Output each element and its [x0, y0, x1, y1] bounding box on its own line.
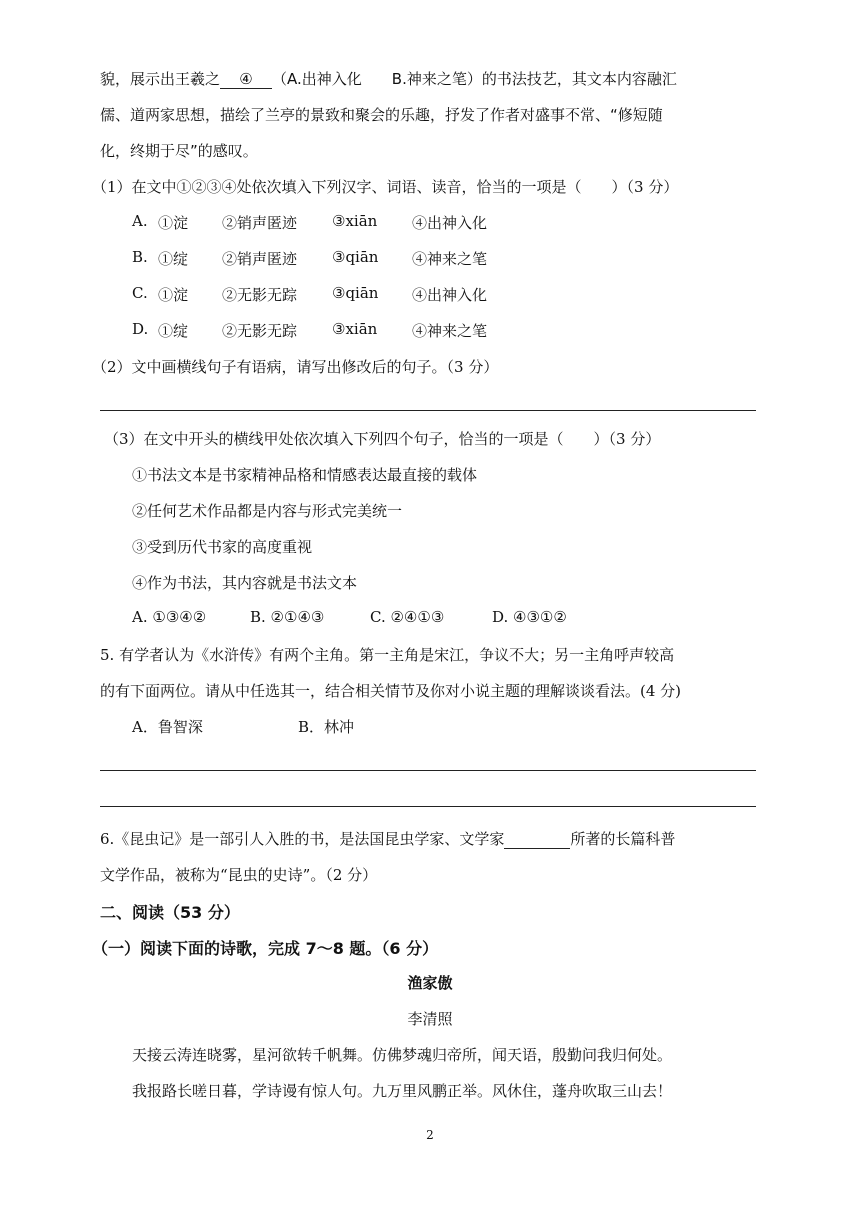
answer-line[interactable]	[100, 770, 756, 771]
option-cell: ①淀	[158, 214, 189, 232]
q3-sentence-3: ③受到历代书家的高度重视	[132, 538, 313, 556]
q3-sentence-1: ①书法文本是书家精神品格和情感表达最直接的载体	[132, 466, 478, 484]
option-cell: ③xiān	[332, 212, 378, 230]
page-number: 2	[426, 1128, 434, 1142]
option-cell: ②销声匿迹	[222, 250, 298, 268]
answer-line[interactable]	[100, 410, 756, 411]
q6-blank[interactable]	[504, 830, 570, 849]
intro-line-2: 儒、道两家思想，描绘了兰亭的景致和聚会的乐趣，抒发了作者对盛事不常、“修短随	[100, 106, 663, 124]
option-letter: C.	[132, 284, 148, 302]
choice-b: B. ②①④③	[250, 608, 325, 626]
q1-stem: （1）在文中①②③④处依次填入下列汉字、词语、读音，恰当的一项是（ ）（3 分）	[92, 178, 679, 196]
option-cell: ①绽	[158, 322, 189, 340]
section-subtitle: （一）阅读下面的诗歌，完成 7～8 题。（6 分）	[92, 939, 439, 958]
q5-line-1: 5. 有学者认为《水浒传》有两个主角。第一主角是宋江，争议不大；另一主角呼声较高	[100, 646, 675, 664]
option-cell: ④出神入化	[412, 286, 488, 304]
option-cell: ③xiān	[332, 320, 378, 338]
q3-sentence-4: ④作为书法，其内容就是书法文本	[132, 574, 358, 592]
choice-c: C. ②④①③	[370, 608, 445, 626]
blank-4: ④	[220, 70, 272, 89]
option-cell: ②销声匿迹	[222, 214, 298, 232]
intro-line-1	[100, 68, 677, 89]
q6-text: 所著的长篇科普	[570, 830, 676, 848]
option-letter: A.	[132, 212, 148, 230]
option-cell: ③qiān	[332, 284, 379, 302]
poem-line-1: 天接云涛连晓雾，星河欲转千帆舞。仿佛梦魂归帝所，闻天语，殷勤问我归何处。	[132, 1046, 673, 1064]
q6-line-2: 文学作品，被称为“昆虫的史诗”。（2 分）	[100, 866, 378, 884]
q2-stem: （2）文中画横线句子有语病，请写出修改后的句子。（3 分）	[92, 358, 499, 376]
choice-a: A. ①③④②	[132, 608, 207, 626]
answer-line[interactable]	[100, 806, 756, 807]
q5-option-b: B．林冲	[298, 718, 355, 736]
q5-option-a: A．鲁智深	[132, 718, 203, 736]
intro-text: （A.出神入化 B.神来之笔）的书法技艺，其文本内容融汇	[272, 70, 677, 88]
option-cell: ③qiān	[332, 248, 379, 266]
poem-author: 李清照	[407, 1010, 453, 1028]
option-letter: D.	[132, 320, 149, 338]
intro-text: 貌，展示出王羲之	[100, 70, 221, 88]
option-cell: ①绽	[158, 250, 189, 268]
option-cell: ②无影无踪	[222, 286, 298, 304]
q6-text: 6.《昆虫记》是一部引人入胜的书，是法国昆虫学家、文学家	[100, 830, 505, 848]
option-cell: ④出神入化	[412, 214, 488, 232]
option-cell: ①淀	[158, 286, 189, 304]
option-letter: B.	[132, 248, 148, 266]
q5-line-2: 的有下面两位。请从中任选其一，结合相关情节及你对小说主题的理解谈谈看法。(4 分)	[100, 682, 682, 700]
intro-line-3: 化，终期于尽”的感叹。	[100, 142, 258, 160]
poem-line-2: 我报路长嗟日暮，学诗谩有惊人句。九万里风鹏正举。风休住，蓬舟吹取三山去！	[132, 1082, 673, 1100]
poem-title: 渔家傲	[407, 974, 453, 992]
choice-d: D. ④③①②	[492, 608, 567, 626]
q3-sentence-2: ②任何艺术作品都是内容与形式完美统一	[132, 502, 403, 520]
option-cell: ④神来之笔	[412, 322, 488, 340]
option-cell: ②无影无踪	[222, 322, 298, 340]
section-title: 二、阅读（53 分）	[100, 903, 240, 922]
option-cell: ④神来之笔	[412, 250, 488, 268]
q3-stem: （3）在文中开头的横线甲处依次填入下列四个句子，恰当的一项是（ ）（3 分）	[104, 430, 661, 448]
q6-line-1	[100, 828, 675, 849]
